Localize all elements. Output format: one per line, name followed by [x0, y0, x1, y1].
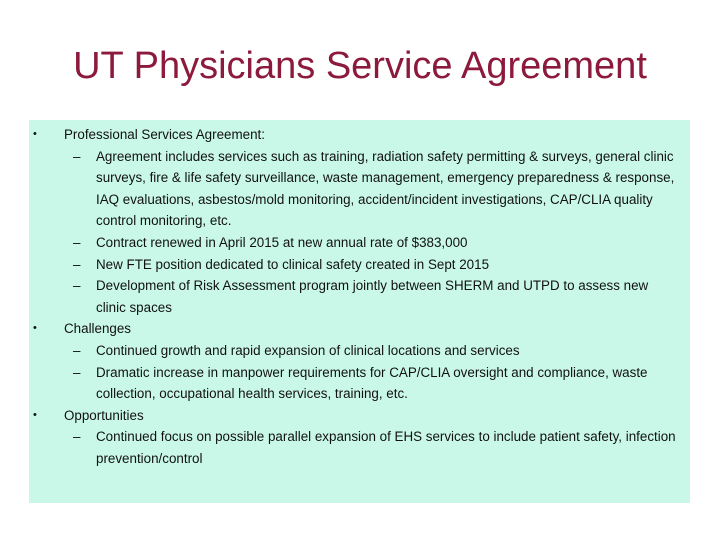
bullet-challenges — [29, 318, 679, 404]
sub-item: – Continued growth and rapid expansion of clinical locations and services — [64, 340, 679, 362]
sub-item: – Agreement includes services such as training, radiation safety permitting & surveys, general clinic surveys, fire & life safety surveillance, waste management, emergency preparedness & response, IAQ evaluations, asbestos/mold monitoring, accident/incident investigations, CAP/CLIA quality control monitoring, etc. — [64, 146, 679, 232]
sub-list — [64, 426, 679, 469]
bullet-list — [29, 124, 679, 470]
bullet-professional-services — [29, 124, 679, 318]
sub-item: – Continued focus on possible parallel expansion of EHS services to include patient safety, infection prevention/control — [64, 426, 679, 469]
sub-item: – Contract renewed in April 2015 at new annual rate of $383,000 — [64, 232, 679, 254]
bullet-opportunities — [29, 405, 679, 470]
sub-item: – Dramatic increase in manpower requirements for CAP/CLIA oversight and compliance, waste collection, occupational health services, training, etc. — [64, 362, 679, 405]
slide-title: UT Physicians Service Agreement — [73, 45, 647, 87]
sub-item: – Development of Risk Assessment program jointly between SHERM and UTPD to assess new clinic spaces — [64, 275, 679, 318]
bullet-label: Opportunities — [64, 407, 144, 423]
bullet-label: Challenges — [64, 321, 131, 337]
bullet-label: Professional Services Agreement: — [64, 127, 265, 142]
sub-item: – New FTE position dedicated to clinical safety created in Sept 2015 — [64, 254, 679, 276]
sub-list — [64, 146, 679, 319]
sub-list — [64, 340, 679, 405]
